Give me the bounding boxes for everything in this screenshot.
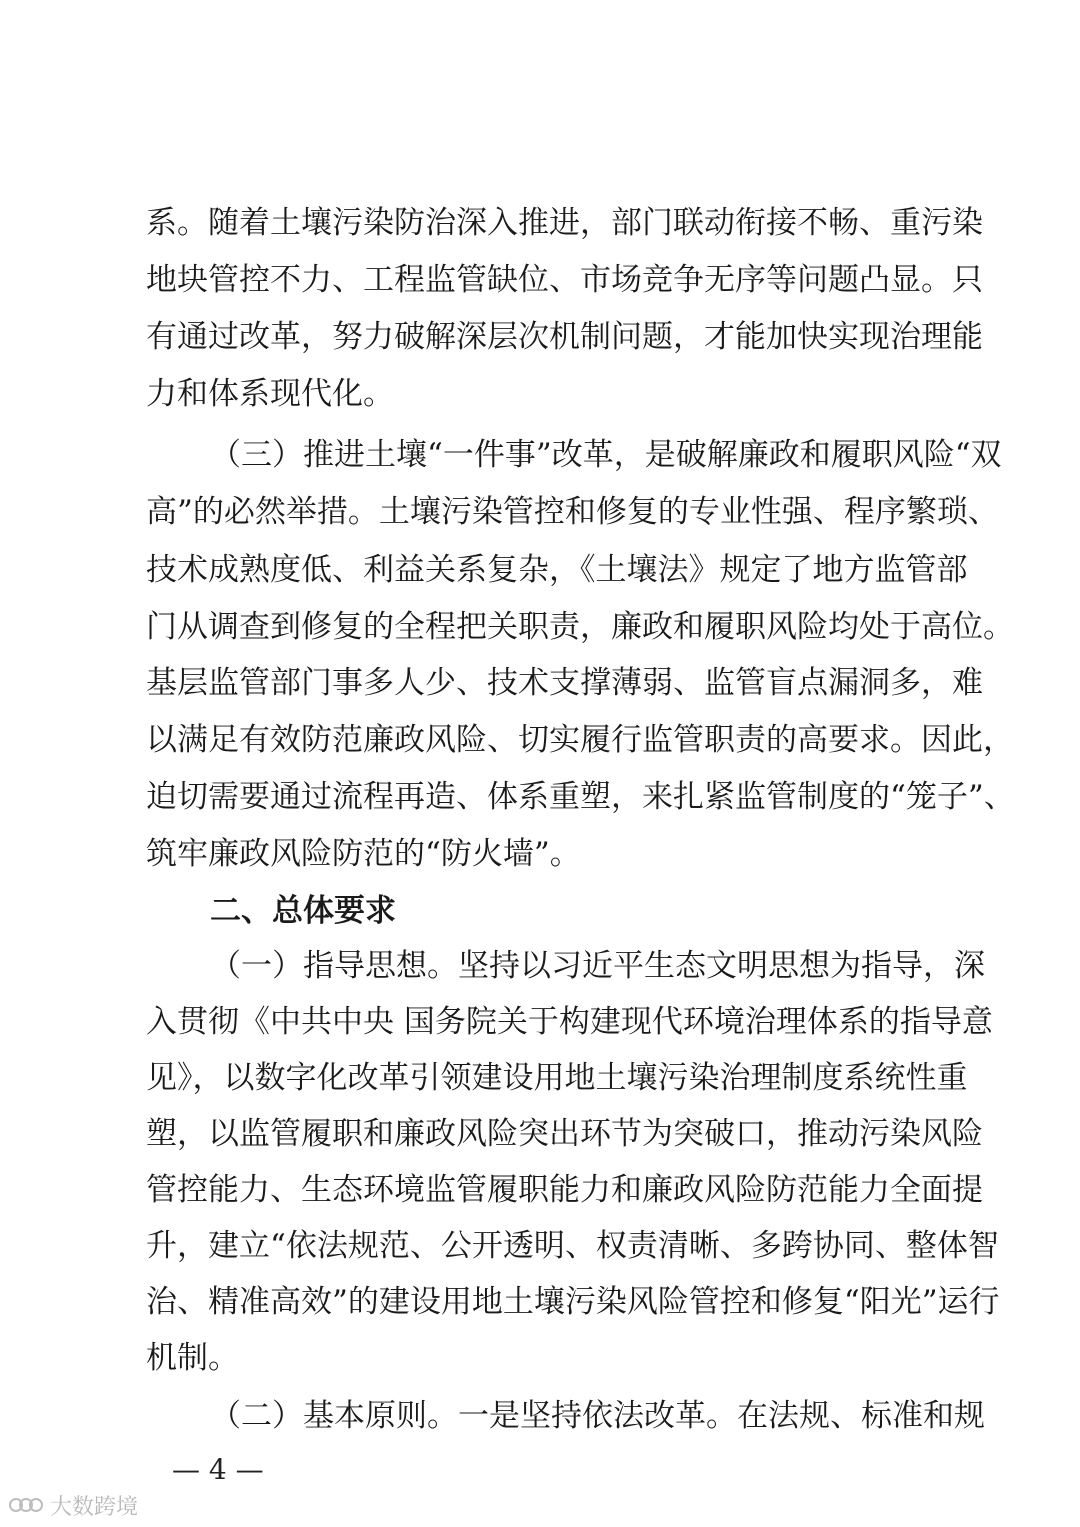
body-line: 升，建立“依法规范、公开透明、权责清晰、多跨协同、整体智 xyxy=(146,1228,999,1264)
watermark-logo-icon xyxy=(8,1495,44,1515)
body-line: 管控能力、生态环境监管履职能力和廉政风险防范能力全面提 xyxy=(146,1172,983,1208)
page-number: — 4 — xyxy=(172,1453,264,1486)
body-line: 基层监管部门事多人少、技术支撑薄弱、监管盲点漏洞多，难 xyxy=(146,665,983,701)
section-lead-line: （二）基本原则。一是坚持依法改革。在法规、标准和规 xyxy=(210,1398,985,1434)
body-line: 迫切需要通过流程再造、体系重塑，来扎紧监管制度的“笼子”、 xyxy=(146,779,1015,815)
body-line: 机制。 xyxy=(146,1340,239,1376)
watermark xyxy=(8,1490,138,1520)
body-line: 技术成熟度低、利益关系复杂，《土壤法》规定了地方监管部 xyxy=(146,552,968,588)
body-line: 地块管控不力、工程监管缺位、市场竞争无序等问题凸显。只 xyxy=(146,262,983,298)
body-line: 入贯彻《中共中央 国务院关于构建现代环境治理体系的指导意 xyxy=(146,1004,993,1040)
body-line: 高”的必然举措。土壤污染管控和修复的专业性强、程序繁琐、 xyxy=(146,494,999,530)
body-line: 见》，以数字化改革引领建设用地土壤污染治理制度系统性重 xyxy=(146,1060,968,1096)
section-heading: 二、总体要求 xyxy=(210,893,396,929)
body-line: 治、精准高效”的建设用地土壤污染风险管控和修复“阳光”运行 xyxy=(146,1284,1000,1320)
body-line: 以满足有效防范廉政风险、切实履行监管职责的高要求。因此， xyxy=(146,722,1014,758)
body-line: 有通过改革，努力破解深层次机制问题，才能加快实现治理能 xyxy=(146,319,983,355)
body-line: 力和体系现代化。 xyxy=(146,376,394,412)
body-line: 塑，以监管履职和廉政风险突出环节为突破口，推动污染风险 xyxy=(146,1116,983,1152)
body-line: 门从调查到修复的全程把关职责，廉政和履职风险均处于高位。 xyxy=(146,609,1014,645)
section-lead-line: （一）指导思想。坚持以习近平生态文明思想为指导，深 xyxy=(210,948,985,984)
body-line: 系。随着土壤污染防治深入推进，部门联动衔接不畅、重污染 xyxy=(146,205,983,241)
section-lead-line: （三）推进土壤“一件事”改革，是破解廉政和履职风险“双 xyxy=(210,437,1002,473)
body-line: 筑牢廉政风险防范的“防火墙”。 xyxy=(146,836,581,872)
watermark-text: 大数跨境 xyxy=(50,1494,139,1520)
